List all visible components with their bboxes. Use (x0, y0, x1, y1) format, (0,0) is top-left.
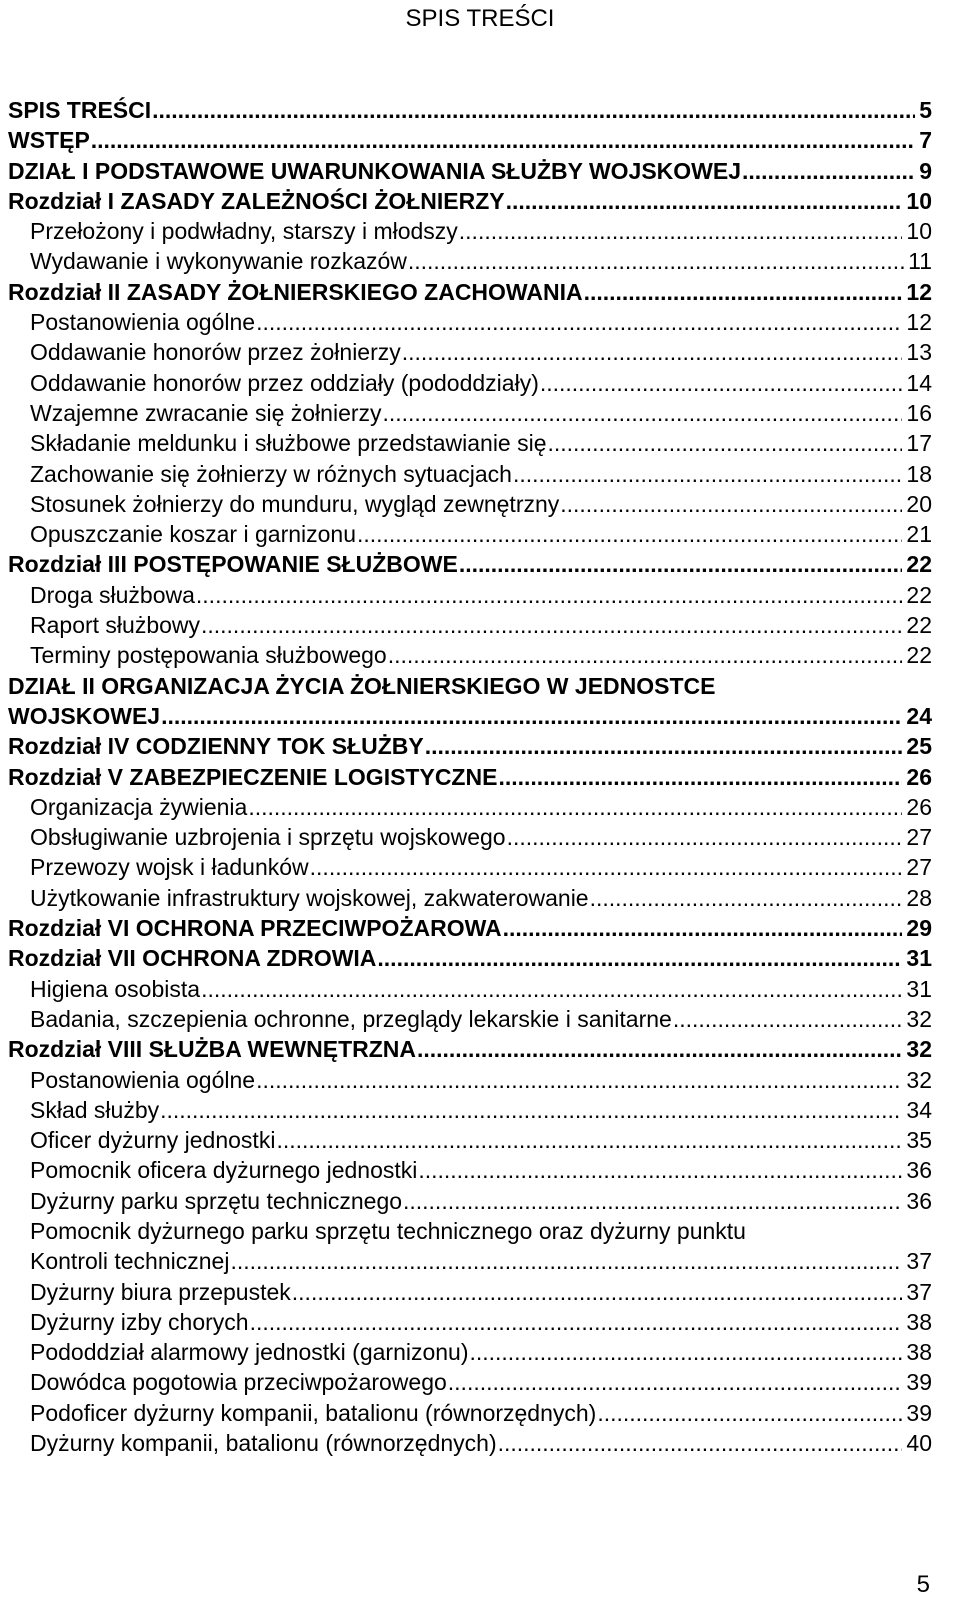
dot-leader (160, 1095, 902, 1125)
toc-entry[interactable] (8, 1186, 932, 1216)
dot-leader (161, 701, 902, 731)
toc-entry[interactable] (8, 580, 932, 610)
toc-entry-page-number: 22 (906, 642, 932, 669)
toc-entry-label: WSTĘP (8, 127, 90, 154)
toc-entry[interactable] (8, 1034, 932, 1064)
dot-leader (256, 1065, 902, 1095)
toc-entry-label: DZIAŁ I PODSTAWOWE UWARUNKOWANIA SŁUŻBY WOJSKOWEJ (8, 157, 742, 184)
toc-entry-page-number: 12 (906, 278, 932, 305)
toc-entry-page-number: 11 (908, 248, 932, 275)
toc-entry-page-number: 22 (906, 581, 932, 608)
toc-entry-label: Droga służbowa (30, 581, 195, 608)
toc-entry-label: Składanie meldunku i służbowe przedstawianie się (30, 430, 547, 457)
toc-entry-page-number: 20 (906, 490, 932, 517)
toc-entry-page-number: 5 (919, 97, 932, 123)
toc-entry-page-number: 39 (906, 1369, 932, 1396)
toc-entry-page-number: 39 (906, 1399, 932, 1426)
dot-leader (470, 1337, 903, 1367)
dot-leader (91, 125, 915, 155)
dot-leader (742, 156, 915, 186)
toc-entry-label: Rozdział III POSTĘPOWANIE SŁUŻBOWE (8, 551, 458, 578)
dot-leader (425, 731, 903, 761)
toc-entry-page-number: 36 (906, 1157, 932, 1184)
toc-entry-page-number: 12 (906, 309, 932, 336)
toc-entry[interactable] (8, 1065, 932, 1095)
toc-entry-label: Rozdział V ZABEZPIECZENIE LOGISTYCZNE (8, 763, 498, 790)
toc-entry-page-number: 24 (906, 702, 932, 729)
dot-leader (256, 307, 902, 337)
toc-entry[interactable] (8, 246, 932, 276)
dot-leader (408, 246, 904, 276)
toc-entry[interactable] (8, 1155, 932, 1185)
dot-leader (377, 943, 902, 973)
toc-entry-label: Opuszczanie koszar i garnizonu (30, 521, 356, 548)
toc-entry[interactable] (8, 156, 932, 186)
toc-entry-label: Oddawanie honorów przez oddziały (pododdziały) (30, 369, 539, 396)
toc-entry-page-number: 9 (919, 157, 932, 184)
toc-entry[interactable] (8, 792, 932, 822)
toc-entry[interactable] (8, 943, 932, 973)
toc-entry-label: Pomocnik dyżurnego parku sprzętu technicznego oraz dyżurny punktu (30, 1217, 746, 1244)
toc-entry-page-number: 10 (906, 218, 932, 245)
dot-leader (388, 640, 903, 670)
dot-leader (292, 1277, 903, 1307)
toc-entry-label: Pomocnik oficera dyżurnego jednostki (30, 1157, 418, 1184)
toc-entry-label: Dyżurny parku sprzętu technicznego (30, 1187, 403, 1214)
toc-entry[interactable] (8, 762, 932, 792)
dot-leader (560, 489, 902, 519)
dot-leader (548, 428, 903, 458)
dot-leader (540, 368, 903, 398)
toc-entry[interactable] (8, 1428, 932, 1458)
toc-entry-page-number: 22 (906, 551, 932, 578)
toc-entry[interactable] (8, 1277, 932, 1307)
toc-entry-label: Terminy postępowania służbowego (30, 642, 387, 669)
dot-leader (196, 580, 902, 610)
toc-entry-label: Podoficer dyżurny kompanii, batalionu (równorzędnych) (30, 1399, 597, 1426)
toc-entry-label: Rozdział VI OCHRONA PRZECIWPOŻAROWA (8, 915, 502, 942)
dot-leader (513, 459, 902, 489)
page-number: 5 (916, 1571, 930, 1598)
toc-entry[interactable] (8, 1095, 932, 1125)
dot-leader (590, 883, 903, 913)
toc-entry-page-number: 38 (906, 1308, 932, 1335)
dot-leader (459, 216, 903, 246)
toc-entry[interactable] (8, 731, 932, 761)
toc-entry-page-number: 13 (906, 339, 932, 366)
toc-entry-page-number: 17 (906, 430, 932, 457)
dot-leader (250, 1307, 903, 1337)
dot-leader (498, 762, 902, 792)
toc-entry[interactable] (8, 277, 932, 307)
toc-entry[interactable] (8, 459, 932, 489)
toc-entry[interactable] (8, 307, 932, 337)
toc-entry[interactable] (8, 671, 932, 701)
toc-entry-label: Postanowienia ogólne (30, 309, 256, 336)
toc-entry[interactable] (8, 701, 932, 731)
toc-entry[interactable] (8, 1398, 932, 1428)
toc-entry[interactable] (8, 216, 932, 246)
toc-entry[interactable] (8, 337, 932, 367)
toc-entry-label: Dyżurny izby chorych (30, 1308, 249, 1335)
dot-leader (417, 1034, 902, 1064)
toc-entry-label: Badania, szczepienia ochronne, przeglądy lekarskie i sanitarne (30, 1005, 672, 1032)
toc-entry-page-number: 27 (906, 854, 932, 881)
dot-leader (230, 1246, 902, 1276)
toc-entry-page-number: 31 (906, 945, 932, 972)
dot-leader (503, 913, 903, 943)
dot-leader (403, 1186, 902, 1216)
toc-entry-label: Pododdział alarmowy jednostki (garnizonu) (30, 1339, 469, 1366)
toc-entry[interactable] (8, 822, 932, 852)
toc-entry[interactable] (8, 1337, 932, 1367)
toc-entry-label: Wydawanie i wykonywanie rozkazów (30, 248, 407, 275)
table-of-contents (8, 95, 932, 1458)
toc-entry-page-number: 22 (906, 612, 932, 639)
toc-entry-page-number: 40 (906, 1430, 932, 1457)
toc-entry[interactable] (8, 974, 932, 1004)
dot-leader (459, 549, 903, 579)
toc-entry-label: Stosunek żołnierzy do munduru, wygląd zewnętrzny (30, 490, 560, 517)
toc-entry-page-number: 14 (906, 369, 932, 396)
dot-leader (498, 1428, 903, 1458)
toc-entry-label: Przełożony i podwładny, starszy i młodszy (30, 218, 458, 245)
toc-entry-label: SPIS TREŚCI (8, 97, 152, 123)
toc-entry-page-number: 26 (906, 793, 932, 820)
dot-leader (597, 1398, 902, 1428)
toc-entry[interactable] (8, 1004, 932, 1034)
toc-entry-page-number: 16 (906, 399, 932, 426)
toc-entry-label: Zachowanie się żołnierzy w różnych sytuacjach (30, 460, 512, 487)
toc-entry[interactable] (8, 913, 932, 943)
toc-entry-label: WOJSKOWEJ (8, 702, 161, 729)
page-title: SPIS TREŚCI (405, 5, 555, 32)
dot-leader (402, 337, 903, 367)
dot-leader (584, 277, 903, 307)
toc-entry-page-number: 21 (906, 521, 932, 548)
dot-leader (357, 519, 902, 549)
toc-entry[interactable] (8, 640, 932, 670)
dot-leader (507, 822, 903, 852)
toc-entry-label: Kontroli technicznej (30, 1248, 230, 1275)
toc-entry-label: Rozdział VII OCHRONA ZDROWIA (8, 945, 377, 972)
toc-entry-label: Oficer dyżurny jednostki (30, 1127, 276, 1154)
dot-leader (673, 1004, 903, 1034)
dot-leader (448, 1367, 903, 1397)
toc-entry-page-number: 29 (906, 915, 932, 942)
dot-leader (383, 398, 903, 428)
toc-entry[interactable] (8, 883, 932, 913)
toc-entry-label: Rozdział VIII SŁUŻBA WEWNĘTRZNA (8, 1036, 417, 1063)
toc-entry[interactable] (8, 519, 932, 549)
toc-entry[interactable] (8, 398, 932, 428)
dot-leader (152, 95, 915, 125)
toc-entry-page-number: 35 (906, 1127, 932, 1154)
toc-entry[interactable] (8, 368, 932, 398)
toc-entry-label: Przewozy wojsk i ładunków (30, 854, 309, 881)
dot-leader (418, 1155, 902, 1185)
dot-leader (201, 610, 902, 640)
toc-entry[interactable] (8, 610, 932, 640)
toc-entry-page-number: 25 (906, 733, 932, 760)
toc-entry-page-number: 34 (906, 1096, 932, 1123)
toc-entry-page-number: 32 (906, 1036, 932, 1063)
toc-entry[interactable] (8, 1216, 932, 1246)
toc-entry-label: Użytkowanie infrastruktury wojskowej, zakwaterowanie (30, 884, 589, 911)
toc-entry-label: Organizacja żywienia (30, 793, 248, 820)
toc-entry[interactable] (8, 1367, 932, 1397)
toc-entry-page-number: 32 (906, 1066, 932, 1093)
toc-entry-label: Postanowienia ogólne (30, 1066, 256, 1093)
toc-entry-page-number: 38 (906, 1339, 932, 1366)
toc-entry-page-number: 32 (906, 1005, 932, 1032)
toc-entry-label: Rozdział IV CODZIENNY TOK SŁUŻBY (8, 733, 424, 760)
dot-leader (276, 1125, 902, 1155)
toc-entry-label: Dyżurny biura przepustek (30, 1278, 291, 1305)
toc-entry-label: Obsługiwanie uzbrojenia i sprzętu wojskowego (30, 824, 506, 851)
toc-entry-label: Dyżurny kompanii, batalionu (równorzędnych) (30, 1430, 497, 1457)
toc-entry-page-number: 31 (906, 975, 932, 1002)
dot-leader (506, 186, 903, 216)
toc-entry[interactable] (8, 95, 932, 125)
toc-entry[interactable] (8, 549, 932, 579)
toc-entry[interactable] (8, 125, 932, 155)
toc-entry-label: Dowódca pogotowia przeciwpożarowego (30, 1369, 447, 1396)
toc-entry[interactable] (8, 852, 932, 882)
toc-entry-page-number: 26 (906, 763, 932, 790)
toc-entry-page-number: 27 (906, 824, 932, 851)
toc-entry-label: Raport służbowy (30, 612, 201, 639)
toc-entry-label: Higiena osobista (30, 975, 201, 1002)
dot-leader (248, 792, 902, 822)
toc-entry-page-number: 28 (906, 884, 932, 911)
toc-entry-label: Rozdział I ZASADY ZALEŻNOŚCI ŻOŁNIERZY (8, 187, 505, 214)
toc-entry-label: Skład służby (30, 1096, 160, 1123)
toc-entry-label: Wzajemne zwracanie się żołnierzy (30, 399, 382, 426)
toc-entry[interactable] (8, 186, 932, 216)
dot-leader (201, 974, 902, 1004)
toc-entry-page-number: 7 (919, 127, 932, 154)
toc-entry-page-number: 18 (906, 460, 932, 487)
toc-entry[interactable] (8, 1246, 932, 1276)
toc-entry[interactable] (8, 489, 932, 519)
toc-entry-page-number: 37 (906, 1248, 932, 1275)
toc-entry[interactable] (8, 1125, 932, 1155)
toc-entry-page-number: 10 (906, 187, 932, 214)
toc-entry-page-number: 36 (906, 1187, 932, 1214)
toc-entry-label: Oddawanie honorów przez żołnierzy (30, 339, 401, 366)
toc-entry-label: DZIAŁ II ORGANIZACJA ŻYCIA ŻOŁNIERSKIEGO W JEDNOSTCE (8, 672, 716, 699)
toc-entry[interactable] (8, 1307, 932, 1337)
toc-entry-page-number: 37 (906, 1278, 932, 1305)
dot-leader (310, 852, 903, 882)
toc-entry-label: Rozdział II ZASADY ŻOŁNIERSKIEGO ZACHOWANIA (8, 278, 583, 305)
toc-entry[interactable] (8, 428, 932, 458)
